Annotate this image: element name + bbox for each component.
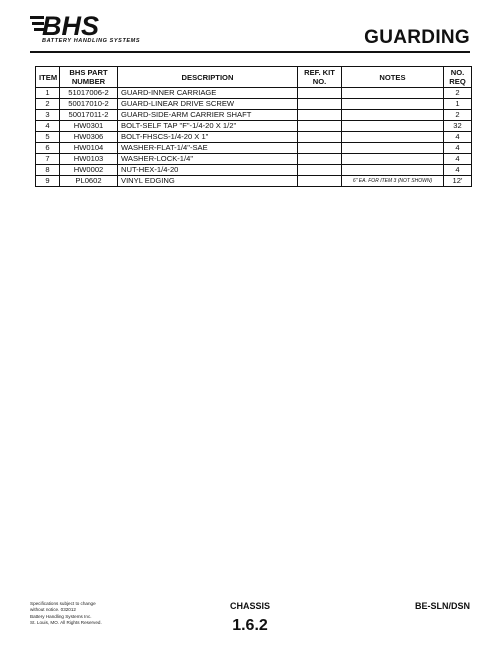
disclaimer-line: without notice. 032012	[30, 607, 76, 613]
footer-section: CHASSIS	[229, 601, 270, 611]
column-header-description: DESCRIPTION	[118, 67, 298, 88]
part-number-cell: 51017006-2	[60, 88, 118, 99]
ref-kit-cell	[298, 176, 342, 187]
notes-cell	[342, 132, 444, 143]
notes-cell	[342, 154, 444, 165]
quantity-cell: 4	[444, 165, 472, 176]
item-cell: 4	[36, 121, 60, 132]
table-row	[36, 132, 472, 143]
part-number-cell: 50017010-2	[60, 99, 118, 110]
part-number-cell: PL0602	[60, 176, 118, 187]
column-header-quantity: NO. REQ	[444, 67, 472, 88]
notes-cell	[342, 143, 444, 154]
disclaimer-line: St. Louis, MO. All Rights Reserved.	[30, 620, 102, 626]
description-cell: WASHER-LOCK-1/4"	[118, 154, 298, 165]
column-header-ref-kit: REF. KIT NO.	[298, 67, 342, 88]
part-number-cell: HW0103	[60, 154, 118, 165]
notes-cell	[342, 165, 444, 176]
part-number-cell: HW0301	[60, 121, 118, 132]
page-number: 1.6.2	[232, 617, 268, 634]
disclaimer-line: Specifications subject to change	[30, 601, 96, 606]
quantity-cell: 2	[444, 110, 472, 121]
bhs-logo-mark	[30, 10, 150, 40]
part-number-cell: HW0306	[60, 132, 118, 143]
footer-disclaimer	[30, 601, 102, 627]
item-cell: 1	[36, 88, 60, 99]
notes-cell	[342, 121, 444, 132]
ref-kit-cell	[298, 165, 342, 176]
item-cell: 9	[36, 176, 60, 187]
table-row	[36, 121, 472, 132]
item-cell: 6	[36, 143, 60, 154]
part-number-cell: 50017011-2	[60, 110, 118, 121]
description-cell: NUT-HEX-1/4-20	[118, 165, 298, 176]
table-row	[36, 154, 472, 165]
description-cell: BOLT-SELF TAP "F"-1/4-20 X 1/2"	[118, 121, 298, 132]
part-number-cell: HW0002	[60, 165, 118, 176]
notes-cell	[342, 88, 444, 99]
table-row	[36, 176, 472, 187]
ref-kit-cell	[298, 110, 342, 121]
table-row	[36, 165, 472, 176]
item-cell: 5	[36, 132, 60, 143]
description-cell: GUARD-SIDE-ARM CARRIER SHAFT	[118, 110, 298, 121]
item-cell: 8	[36, 165, 60, 176]
table-row	[36, 143, 472, 154]
footer-model: BE-SLN/DSN	[414, 601, 470, 611]
quantity-cell: 4	[444, 143, 472, 154]
item-cell: 2	[36, 99, 60, 110]
notes-cell: 6" EA. FOR ITEM 3 (NOT SHOWN)	[342, 176, 444, 187]
quantity-cell: 2	[444, 88, 472, 99]
ref-kit-cell	[298, 88, 342, 99]
column-header-part-number: BHS PART NUMBER	[60, 67, 118, 88]
ref-kit-cell	[298, 99, 342, 110]
description-cell: GUARD-LINEAR DRIVE SCREW	[118, 99, 298, 110]
quantity-cell: 12'	[444, 176, 472, 187]
quantity-cell: 32	[444, 121, 472, 132]
disclaimer-line: Battery Handling Systems Inc.	[30, 613, 92, 619]
parts-table	[35, 66, 472, 187]
ref-kit-cell	[298, 121, 342, 132]
page-title: GUARDING	[364, 27, 470, 48]
ref-kit-cell	[298, 143, 342, 154]
quantity-cell: 1	[444, 99, 472, 110]
description-cell: VINYL EDGING	[118, 176, 298, 187]
description-cell: WASHER-FLAT-1/4"-SAE	[118, 143, 298, 154]
header-rule	[30, 51, 470, 53]
notes-cell	[342, 99, 444, 110]
quantity-cell: 4	[444, 132, 472, 143]
logo-text: BHS	[42, 11, 100, 40]
table-header-row	[36, 67, 472, 88]
table-row	[36, 99, 472, 110]
table-row	[36, 88, 472, 99]
description-cell: BOLT-FHSCS-1/4-20 X 1"	[118, 132, 298, 143]
column-header-item: ITEM	[36, 67, 60, 88]
item-cell: 7	[36, 154, 60, 165]
quantity-cell: 4	[444, 154, 472, 165]
ref-kit-cell	[298, 132, 342, 143]
description-cell: GUARD-INNER CARRIAGE	[118, 88, 298, 99]
part-number-cell: HW0104	[60, 143, 118, 154]
ref-kit-cell	[298, 154, 342, 165]
column-header-notes: NOTES	[342, 67, 444, 88]
logo-tagline: BATTERY HANDLING SYSTEMS	[42, 38, 141, 44]
item-cell: 3	[36, 110, 60, 121]
table-row	[36, 110, 472, 121]
notes-cell	[342, 110, 444, 121]
